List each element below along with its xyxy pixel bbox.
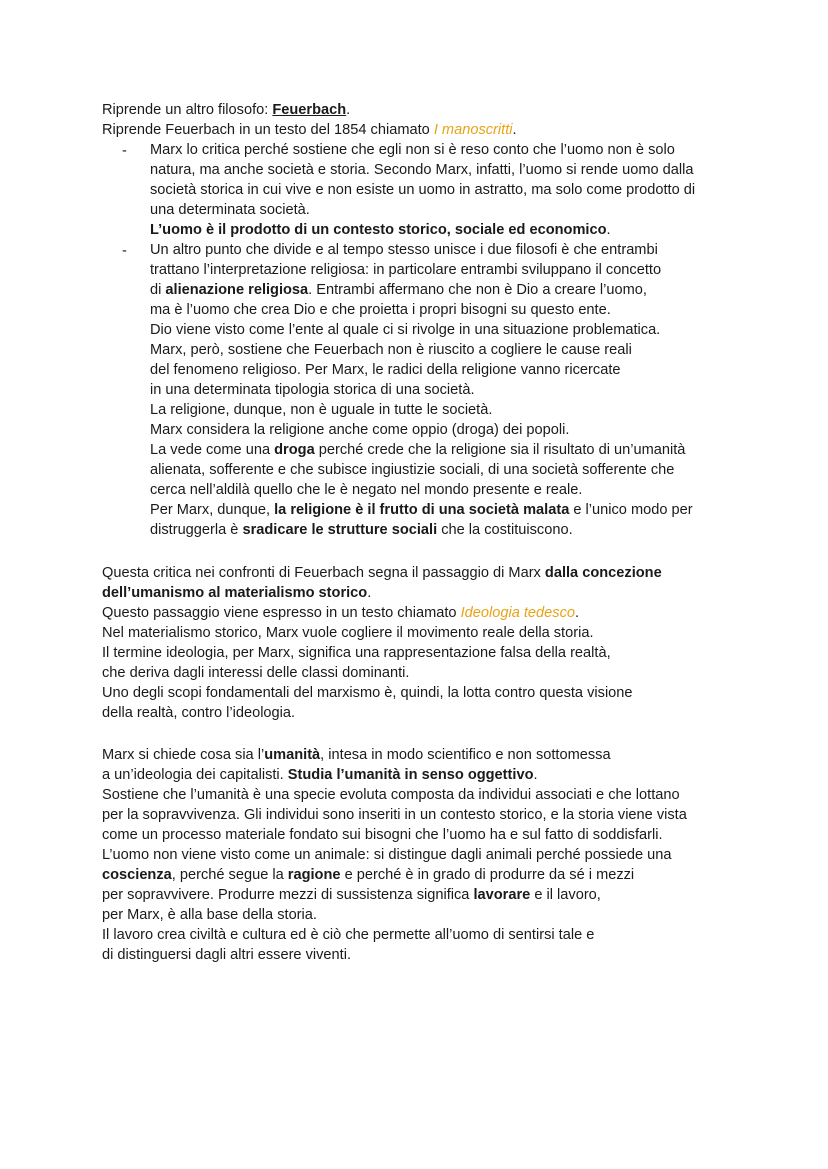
- bullet1-line: società storica in cui vive e non esiste un uomo in astratto, ma solo come prodotto di: [150, 182, 696, 198]
- bullet2-line: del fenomeno religioso. Per Marx, le radici della religione vanno ricercate: [150, 362, 621, 378]
- text: Riprende un altro filosofo:: [102, 102, 273, 118]
- text: coscienza: [102, 867, 172, 883]
- bullet2-line: cerca nell’aldilà quello che le è negato nel mondo presente e reale.: [150, 482, 583, 498]
- text: e l’unico modo per: [569, 502, 693, 518]
- para2-line: che deriva dagli interessi delle classi dominanti.: [102, 665, 410, 681]
- book-title-manoscritti: I manoscritti: [433, 122, 513, 138]
- bullet1-key-statement: [150, 220, 611, 240]
- bullet2-line: [150, 520, 573, 540]
- bullet2-line: Marx considera la religione anche come oppio (droga) dei popoli.: [150, 422, 570, 438]
- text: Marx si chiede cosa sia l’: [102, 747, 265, 763]
- text: umanità: [264, 747, 321, 763]
- para3-line: [102, 885, 601, 905]
- bullet2-line: Marx, però, sostiene che Feuerbach non è riuscito a cogliere le cause reali: [150, 342, 632, 358]
- bullet2-line: trattano l’interpretazione religiosa: in particolare entrambi sviluppano il concetto: [150, 262, 662, 278]
- bullet2-line: Un altro punto che divide e al tempo stesso unisce i due filosofi è che entrambi: [150, 242, 658, 258]
- text: Studia l’umanità in senso oggettivo: [287, 767, 534, 783]
- text: e perché è in grado di produrre da sé i mezzi: [340, 867, 635, 883]
- para3-line: come un processo materiale fondato sui bisogni che l’uomo ha e sul fatto di soddisfarli.: [102, 827, 663, 843]
- text: di: [150, 282, 166, 298]
- text: droga: [274, 442, 315, 458]
- text: La vede come una: [150, 442, 275, 458]
- text: .: [512, 122, 517, 138]
- text: .: [367, 585, 372, 601]
- para2-line: [102, 583, 371, 603]
- text: . Entrambi affermano che non è Dio a creare l’uomo,: [308, 282, 647, 298]
- feuerbach-heading: Feuerbach: [272, 102, 347, 118]
- para3-line: [102, 745, 611, 765]
- para3-line: Il lavoro crea civiltà e cultura ed è ciò che permette all’uomo di sentirsi tale e: [102, 927, 595, 943]
- text: Questa critica nei confronti di Feuerbach segna il passaggio di Marx: [102, 565, 545, 581]
- para3-line: Sostiene che l’umanità è una specie evoluta composta da individui associati e che lottano: [102, 787, 680, 803]
- text: .: [533, 767, 538, 783]
- bullet2-line: in una determinata tipologia storica di una società.: [150, 382, 475, 398]
- bullet-dash-1: -: [122, 143, 127, 159]
- bullet2-line: [150, 440, 685, 460]
- para3-line: [102, 765, 538, 785]
- text: perché crede che la religione sia il risultato di un’umanità: [314, 442, 686, 458]
- text: distruggerla è: [150, 522, 243, 538]
- para3-line: L’uomo non viene visto come un animale: si distingue dagli animali perché possiede una: [102, 847, 672, 863]
- text: ragione: [287, 867, 341, 883]
- text: lavorare: [473, 887, 531, 903]
- para2-line: Nel materialismo storico, Marx vuole cogliere il movimento reale della storia.: [102, 625, 594, 641]
- text: Per Marx, dunque,: [150, 502, 275, 518]
- para2-line: Uno degli scopi fondamentali del marxismo è, quindi, la lotta contro questa visione: [102, 685, 633, 701]
- para3-line: di distinguersi dagli altri essere viventi.: [102, 947, 352, 963]
- text: alienazione religiosa: [165, 282, 309, 298]
- text: L’uomo è il prodotto di un contesto storico, sociale ed economico: [150, 222, 607, 238]
- text: per sopravvivere. Produrre mezzi di sussistenza significa: [102, 887, 474, 903]
- para2-line: [102, 563, 662, 583]
- text: Riprende Feuerbach in un testo del 1854 chiamato: [102, 122, 434, 138]
- para2-line: [102, 603, 579, 623]
- text: dalla concezione: [544, 565, 662, 581]
- text: , intesa in modo scientifico e non sottomessa: [320, 747, 611, 763]
- bullet2-line: La religione, dunque, non è uguale in tutte le società.: [150, 402, 493, 418]
- para3-line: [102, 865, 634, 885]
- para3-line: per Marx, è alla base della storia.: [102, 907, 317, 923]
- book-title-ideologia: Ideologia tedesco: [460, 605, 575, 621]
- bullet1-line: una determinata società.: [150, 202, 310, 218]
- text: Questo passaggio viene espresso in un testo chiamato: [102, 605, 461, 621]
- bullet2-line: Dio viene visto come l’ente al quale ci si rivolge in una situazione problematica.: [150, 322, 661, 338]
- bullet2-line: [150, 280, 647, 300]
- text: , perché segue la: [171, 867, 288, 883]
- bullet2-line: alienata, sofferente e che subisce ingiustizie sociali, di una società sofferente che: [150, 462, 675, 478]
- text: dell’umanismo al materialismo storico: [102, 585, 368, 601]
- text: a un’ideologia dei capitalisti.: [102, 767, 288, 783]
- para2-line: della realtà, contro l’ideologia.: [102, 705, 296, 721]
- intro-line-2: [102, 120, 517, 140]
- para2-line: Il termine ideologia, per Marx, significa una rappresentazione falsa della realtà,: [102, 645, 611, 661]
- text: sradicare le strutture sociali: [242, 522, 438, 538]
- text: .: [574, 605, 580, 621]
- text: .: [606, 222, 611, 238]
- text: .: [346, 102, 351, 118]
- bullet1-line: Marx lo critica perché sostiene che egli non si è reso conto che l’uomo non è solo: [150, 142, 675, 158]
- bullet2-line: [150, 500, 693, 520]
- para3-line: per la sopravvivenza. Gli individui sono inseriti in un contesto storico, e la storia viene vista: [102, 807, 687, 823]
- text: che la costituiscono.: [437, 522, 573, 538]
- text: e il lavoro,: [530, 887, 601, 903]
- bullet1-line: natura, ma anche società e storia. Secondo Marx, infatti, l’uomo si rende uomo dalla: [150, 162, 694, 178]
- intro-line-1: [102, 100, 350, 120]
- bullet2-line: ma è l’uomo che crea Dio e che proietta i propri bisogni su questo ente.: [150, 302, 611, 318]
- bullet-dash-2: -: [122, 243, 127, 259]
- text: la religione è il frutto di una società malata: [274, 502, 570, 518]
